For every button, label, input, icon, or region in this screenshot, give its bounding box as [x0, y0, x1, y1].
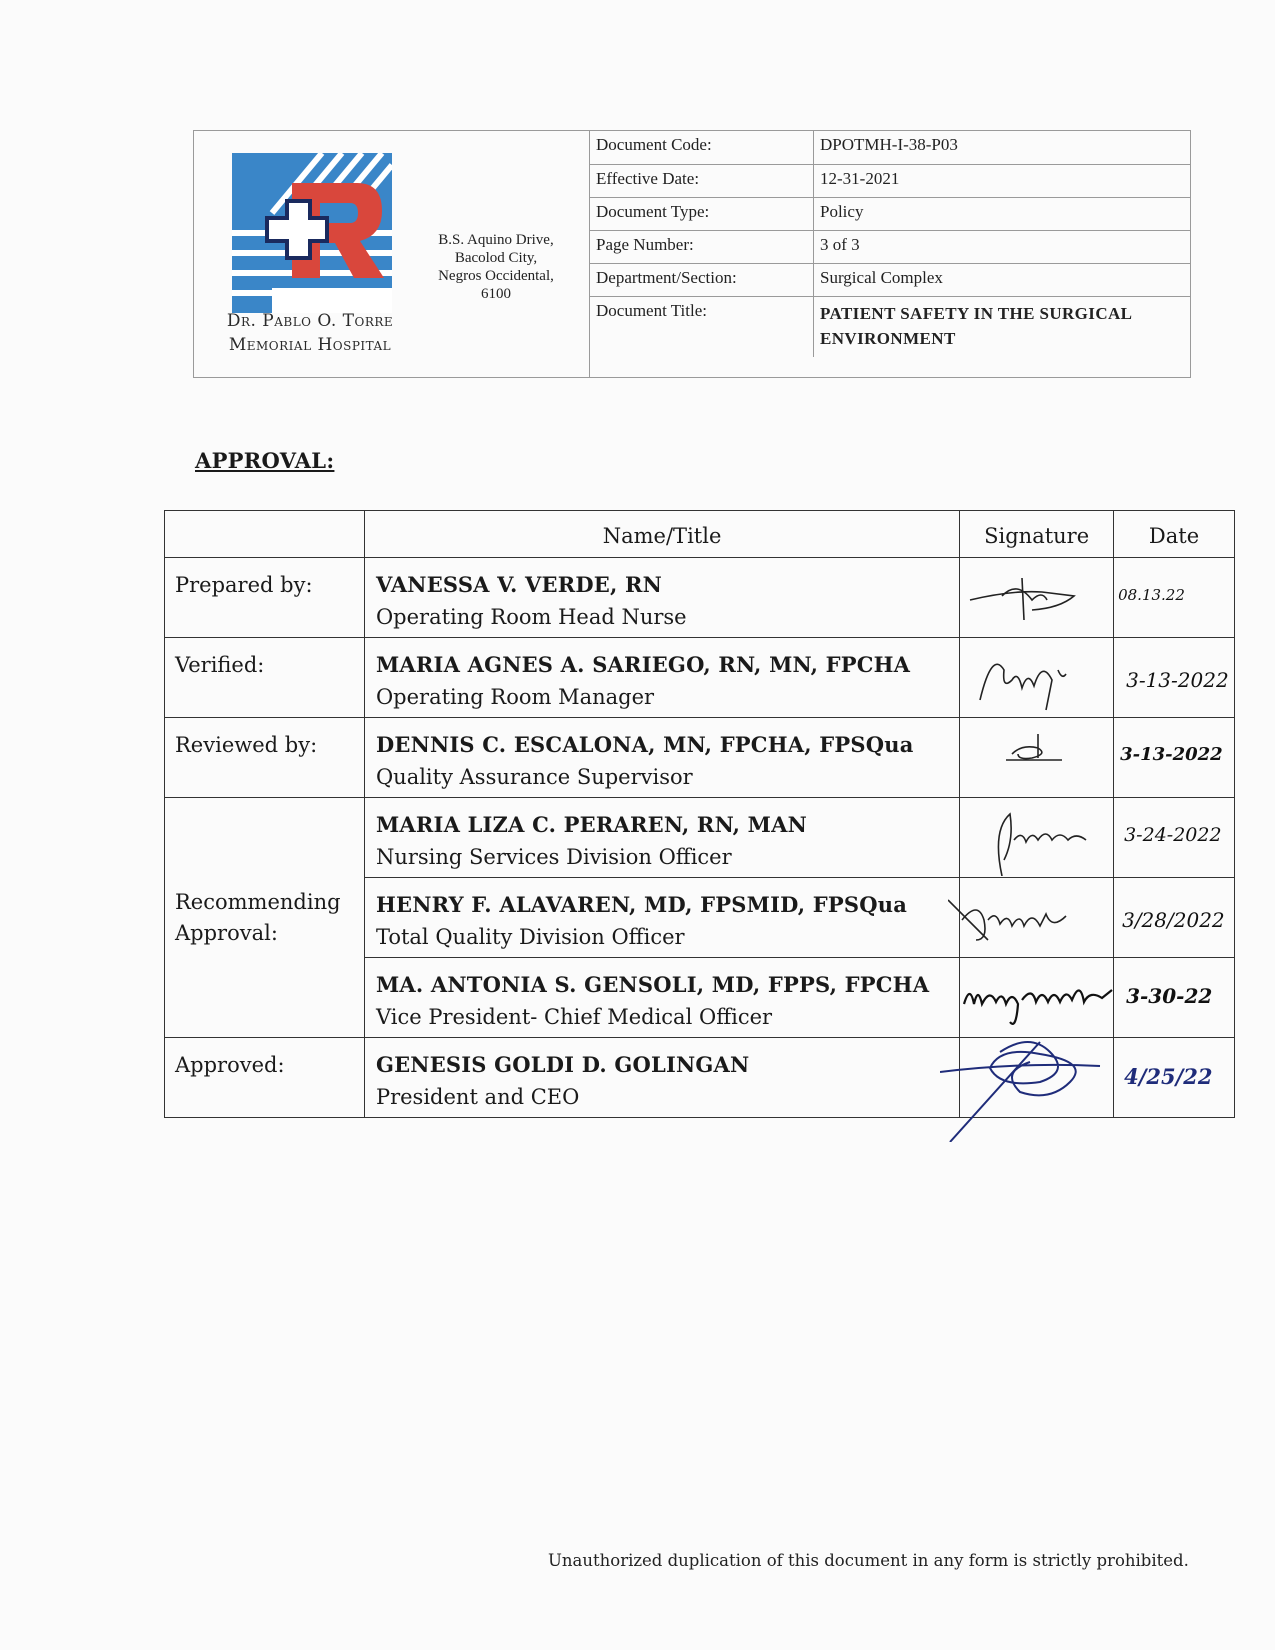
- person-name: MARIA LIZA C. PERAREN, RN, MAN: [375, 812, 807, 837]
- meta-row: [590, 197, 1191, 230]
- meta-key: Document Type:: [590, 197, 814, 230]
- meta-value: 3 of 3: [814, 230, 1191, 263]
- signature-image: [962, 720, 1112, 796]
- header-date: Date: [1114, 511, 1235, 558]
- approval-row: [165, 718, 1235, 798]
- date-cell: [1114, 958, 1235, 1038]
- person-title: Vice President- Chief Medical Officer: [375, 1005, 773, 1029]
- signature-image: [962, 960, 1132, 1036]
- person-title: Operating Room Head Nurse: [375, 605, 687, 629]
- meta-value: Surgical Complex: [814, 263, 1191, 296]
- role-label: Approved:: [165, 1038, 365, 1118]
- signature-cell: [960, 878, 1114, 958]
- meta-key: Document Title:: [590, 296, 814, 357]
- signature-cell: [960, 1038, 1114, 1118]
- date-cell: [1114, 1038, 1235, 1118]
- hospital-name-line2: Memorial Hospital: [228, 335, 392, 355]
- meta-key: Page Number:: [590, 230, 814, 263]
- person-title: Operating Room Manager: [375, 685, 655, 709]
- person-name: DENNIS C. ESCALONA, MN, FPCHA, FPSQua: [375, 732, 914, 757]
- meta-key: Effective Date:: [590, 164, 814, 197]
- approval-table: [164, 510, 1235, 1118]
- person-name: VANESSA V. VERDE, RN: [375, 572, 663, 597]
- handwritten-date: 4/25/22: [1124, 1064, 1213, 1089]
- name-title-cell: [364, 1038, 959, 1118]
- signature-cell: [960, 718, 1114, 798]
- name-title-cell: [364, 798, 959, 878]
- person-name: MARIA AGNES A. SARIEGO, RN, MN, FPCHA: [375, 652, 911, 677]
- signature-image: [962, 560, 1112, 636]
- role-label: Verified:: [165, 638, 365, 718]
- name-title-cell: [364, 718, 959, 798]
- meta-value: Policy: [814, 197, 1191, 230]
- address-line3: Negros Occidental,: [438, 268, 554, 284]
- meta-value: 12-31-2021: [814, 164, 1191, 197]
- approval-row: [165, 558, 1235, 638]
- signature-image: [962, 800, 1112, 876]
- header-signature: Signature: [960, 511, 1114, 558]
- approval-row: [165, 1038, 1235, 1118]
- hospital-name-line1: Dr. Pablo O. Torre: [226, 311, 394, 331]
- header-role-cell: [165, 511, 365, 558]
- person-title: Nursing Services Division Officer: [375, 845, 732, 869]
- address-line1: B.S. Aquino Drive,: [438, 232, 554, 248]
- name-title-cell: [364, 638, 959, 718]
- signature-cell: [960, 558, 1114, 638]
- handwritten-date: 3/28/2022: [1122, 908, 1225, 932]
- person-name: MA. ANTONIA S. GENSOLI, MD, FPPS, FPCHA: [375, 972, 930, 997]
- date-cell: [1114, 798, 1235, 878]
- footer-notice: Unauthorized duplication of this document in any form is strictly prohibited.: [548, 1551, 1189, 1570]
- signature-image: [940, 1032, 1110, 1142]
- person-title: President and CEO: [375, 1085, 580, 1109]
- approval-heading: APPROVAL:: [195, 448, 335, 473]
- person-name: GENESIS GOLDI D. GOLINGAN: [375, 1052, 750, 1077]
- meta-key: Department/Section:: [590, 263, 814, 296]
- date-cell: [1114, 878, 1235, 958]
- date-cell: [1114, 558, 1235, 638]
- name-title-cell: [364, 558, 959, 638]
- meta-key: Document Code:: [590, 131, 814, 164]
- header-name-title: Name/Title: [364, 511, 959, 558]
- handwritten-date: 3-24-2022: [1124, 824, 1222, 846]
- signature-image: [948, 880, 1098, 956]
- person-title: Quality Assurance Supervisor: [375, 765, 693, 789]
- meta-row: [590, 296, 1191, 357]
- document-header: [193, 130, 1191, 378]
- hospital-logo: [232, 153, 392, 313]
- meta-row: [590, 131, 1191, 164]
- address-line2: Bacolod City,: [454, 250, 538, 266]
- role-label: Recommending Approval:: [165, 798, 365, 1038]
- meta-row: [590, 230, 1191, 263]
- approval-header-row: [165, 511, 1235, 558]
- document-title: PATIENT SAFETY IN THE SURGICAL ENVIRONMENT: [814, 296, 1191, 357]
- signature-cell: [960, 638, 1114, 718]
- date-cell: [1114, 638, 1235, 718]
- approval-row: [165, 798, 1235, 878]
- hospital-address: [416, 231, 576, 303]
- handwritten-date: 3-30-22: [1126, 984, 1213, 1008]
- meta-value: DPOTMH-I-38-P03: [814, 131, 1191, 164]
- role-label: Prepared by:: [165, 558, 365, 638]
- handwritten-date: 08.13.22: [1118, 586, 1185, 604]
- date-cell: [1114, 718, 1235, 798]
- meta-row: [590, 164, 1191, 197]
- name-title-cell: [364, 878, 959, 958]
- role-label: Reviewed by:: [165, 718, 365, 798]
- hospital-name: [194, 309, 426, 357]
- address-line4: 6100: [481, 286, 511, 302]
- handwritten-date: 3-13-2022: [1120, 744, 1223, 765]
- person-name: HENRY F. ALAVAREN, MD, FPSMID, FPSQua: [375, 892, 908, 917]
- signature-cell: [960, 958, 1114, 1038]
- signature-image: [962, 640, 1112, 716]
- name-title-cell: [364, 958, 959, 1038]
- signature-cell: [960, 798, 1114, 878]
- approval-row: [165, 638, 1235, 718]
- logo-cell: [194, 131, 590, 377]
- handwritten-date: 3-13-2022: [1126, 668, 1229, 692]
- meta-row: [590, 263, 1191, 296]
- person-title: Total Quality Division Officer: [375, 925, 685, 949]
- document-meta-table: [589, 131, 1190, 357]
